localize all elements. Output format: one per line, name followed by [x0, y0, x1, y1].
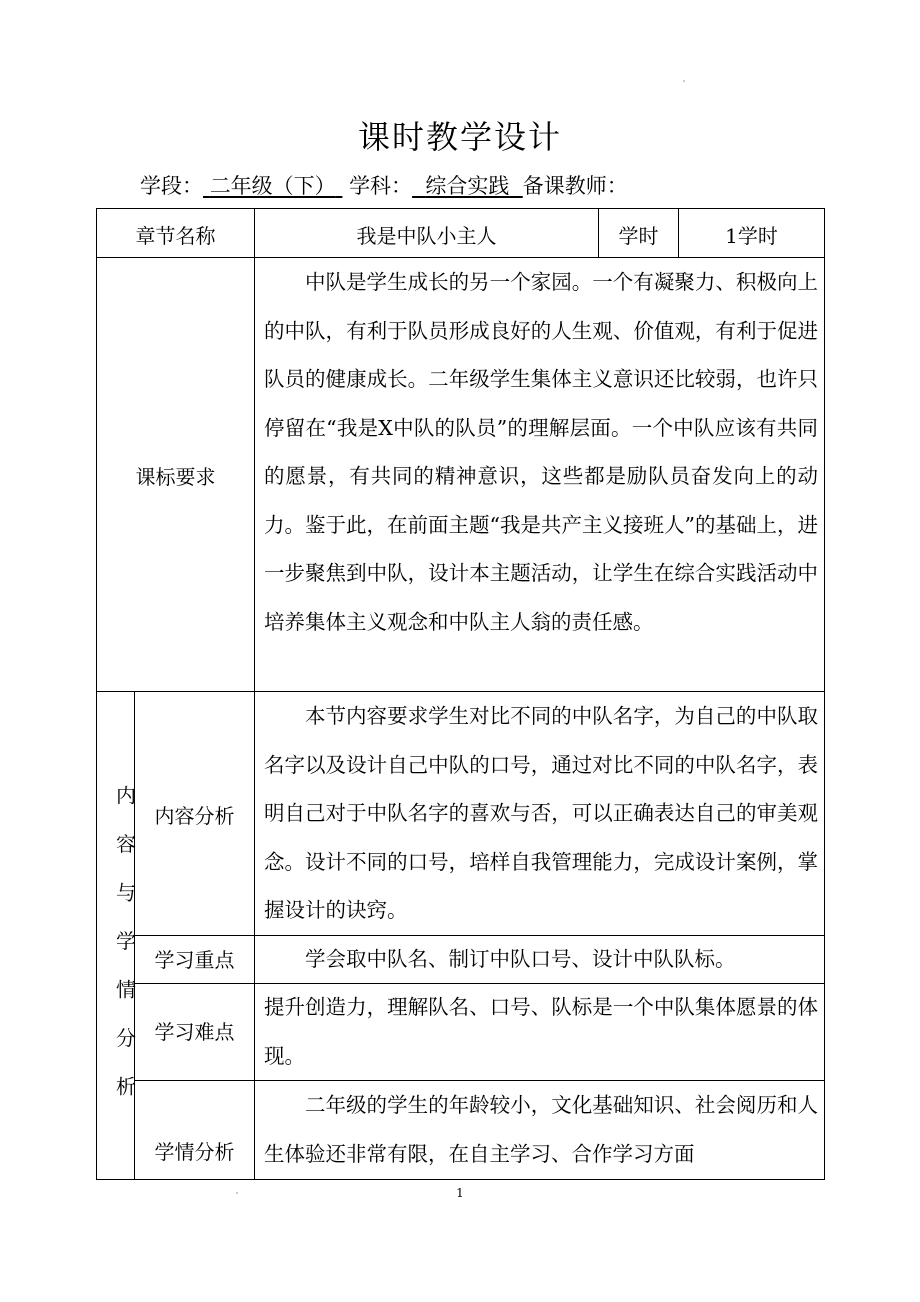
learner-text: 二年级的学生的年龄较小，文化基础知识、社会阅历和人生体验还非常有限，在自主学习、合作学习方面	[264, 1093, 818, 1166]
difficulty-label: 学习难点	[154, 1020, 235, 1044]
learner-label: 学情分析	[154, 1140, 235, 1164]
document-header	[140, 170, 628, 200]
document-title: 课时教学设计	[357, 118, 562, 156]
hours-label: 学时	[618, 224, 659, 248]
content-text: 本节内容要求学生对比不同的中队名字，为自己的中队取名字以及设计自己中队的口号，通过对比不同的中队名字，表明自己对于中队名字的喜欢与否，可以正确表达自己的审美观念。设计不同的口号，培样自我管理能力，完成设计案例，掌握设计的诀窍。	[264, 704, 818, 922]
standard-label: 课标要求	[135, 465, 216, 489]
chapter-value: 我是中队小主人	[356, 224, 497, 248]
page-number: 1	[456, 1186, 464, 1200]
chapter-label: 章节名称	[135, 224, 216, 248]
difficulty-text: 提升创造力，理解队名、口号、队标是一个中队集体愿景的体现。	[264, 995, 818, 1068]
content-label: 内容分析	[154, 804, 235, 828]
stage-value: 二年级（下）	[209, 174, 336, 198]
subject-label: 学科：	[349, 174, 413, 198]
key-text: 学会取中队名、制订中队口号、设计中队队标。	[305, 947, 736, 971]
teacher-label: 备课教师：	[522, 174, 628, 198]
analysis-group-label: 内容与学情分析	[112, 785, 137, 1125]
key-label: 学习重点	[154, 948, 235, 972]
standard-text: 中队是学生成长的另一个家园。一个有凝聚力、积极向上的中队，有利于队员形成良好的人生观、价值观，有利于促进队员的健康成长。二年级学生集体主义意识还比较弱，也许只停留在“我是X中队的队员”的理解层面。一个中队应该有共同的愿景，有共同的精神意识，这些都是励队员奋发向上的动力。鉴于此，在前面主题“我是共产主义接班人”的基础上，进一步聚焦到中队，设计本主题活动，让学生在综合实践活动中培养集体主义观念和中队主人翁的责任感。	[264, 270, 818, 634]
hours-value: 1学时	[725, 224, 778, 248]
scan-dot	[683, 80, 685, 82]
scan-dot	[236, 1192, 238, 1194]
stage-label: 学段：	[140, 174, 203, 198]
subject-value: 综合实践	[425, 174, 510, 198]
